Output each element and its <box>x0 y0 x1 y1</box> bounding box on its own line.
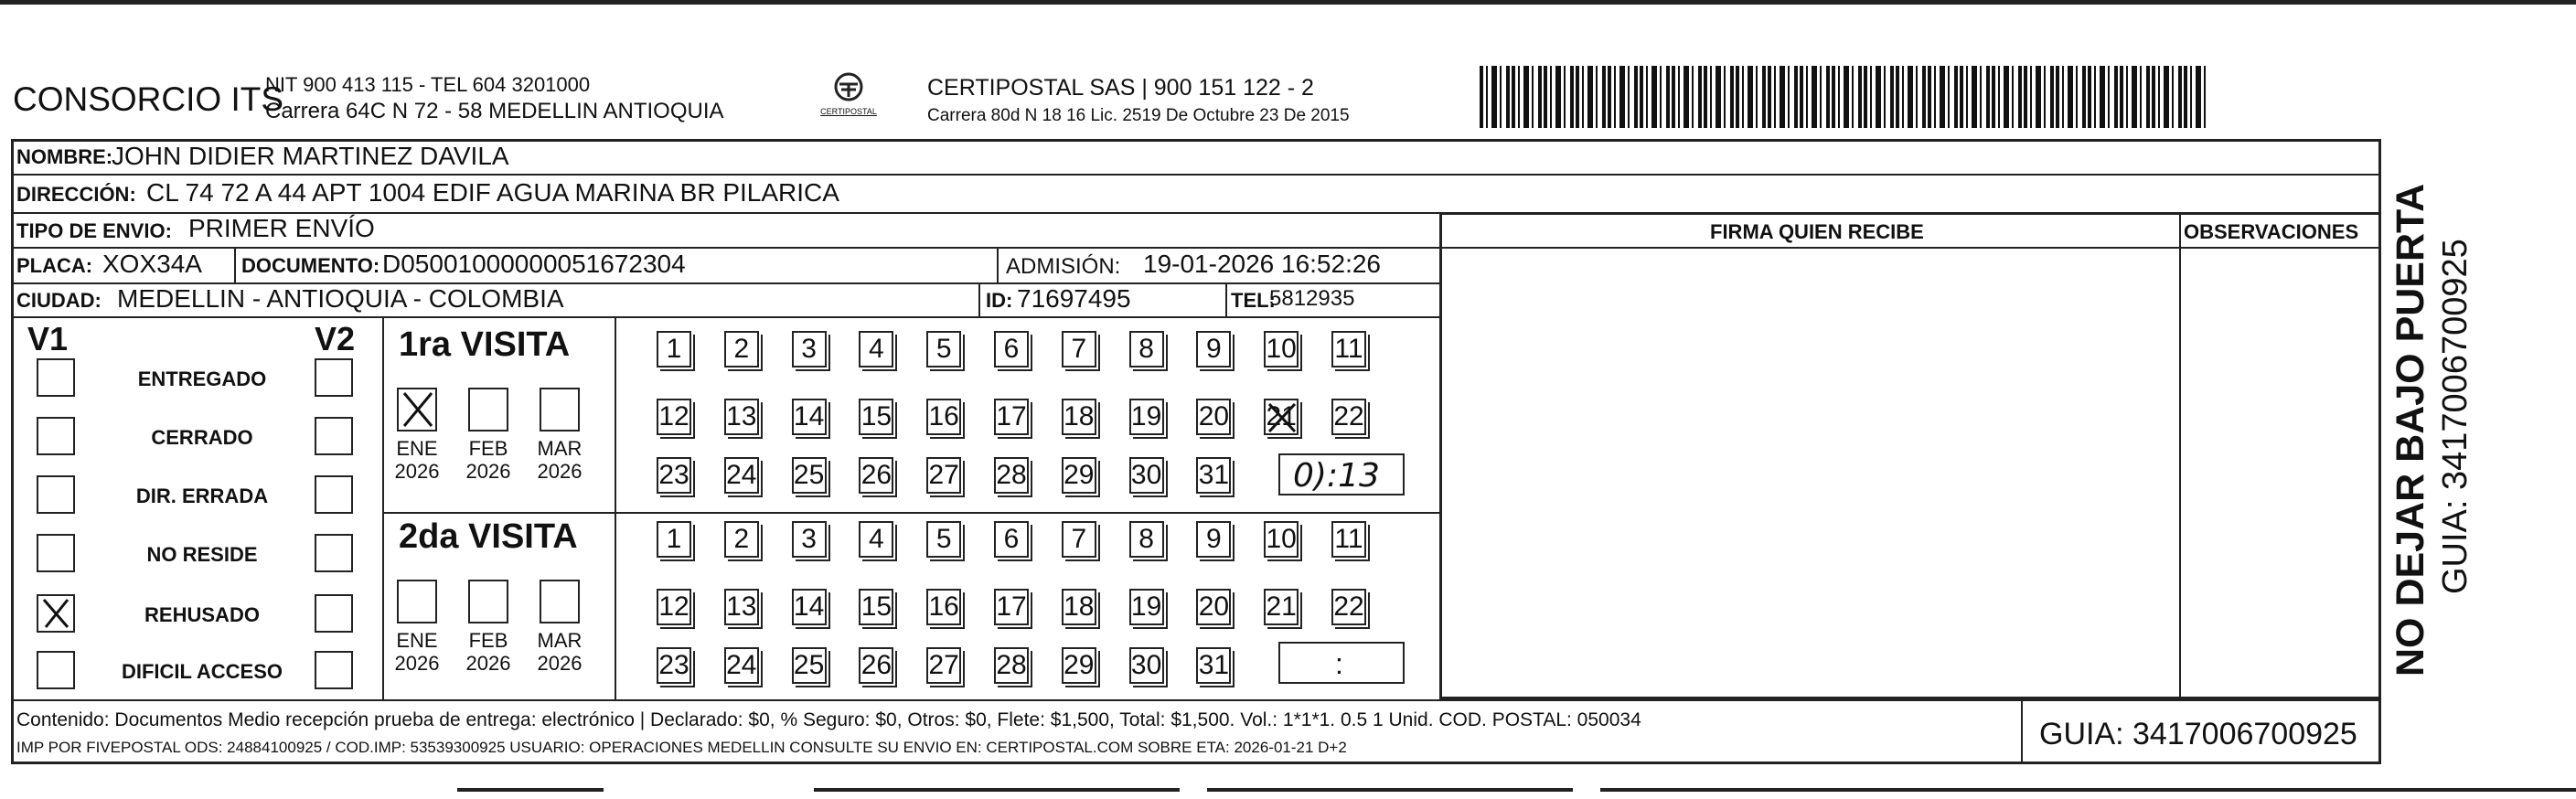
day-box[interactable]: 19 <box>1129 399 1164 435</box>
day-box[interactable]: 12 <box>657 589 691 625</box>
v1-label: V1 <box>27 320 69 357</box>
v2-checkbox[interactable] <box>315 475 353 514</box>
day-box[interactable]: 25 <box>792 457 827 494</box>
v1-checkbox[interactable] <box>37 594 75 633</box>
month-label <box>390 437 444 484</box>
month-checkbox[interactable] <box>397 388 437 431</box>
admision-value: 19-01-2026 16:52:26 <box>1143 250 1381 278</box>
day-box[interactable]: 23 <box>657 457 691 494</box>
day-box[interactable]: 23 <box>657 647 691 684</box>
documento-value: D05001000000051672304 <box>382 250 686 278</box>
day-box[interactable]: 31 <box>1196 647 1231 684</box>
month-name: FEB <box>468 437 508 460</box>
day-box[interactable]: 18 <box>1062 399 1096 435</box>
month-label <box>532 629 587 676</box>
day-box[interactable]: 19 <box>1129 589 1164 625</box>
day-box[interactable]: 2 <box>724 521 759 558</box>
day-box[interactable]: 6 <box>994 521 1029 558</box>
tipo-envio-label: TIPO DE ENVIO: <box>16 219 172 242</box>
v2-checkbox[interactable] <box>315 534 353 572</box>
month-checkbox[interactable] <box>468 580 508 623</box>
company-info-2: Carrera 64C N 72 - 58 MEDELLIN ANTIOQUIA <box>265 99 724 123</box>
month-year: 2026 <box>537 460 583 484</box>
nombre-value: JOHN DIDIER MARTINEZ DAVILA <box>112 142 509 170</box>
day-box[interactable]: 11 <box>1331 331 1366 368</box>
day-box[interactable]: 14 <box>792 589 827 625</box>
day-box[interactable]: 9 <box>1196 521 1231 558</box>
day-box[interactable]: 29 <box>1062 647 1096 684</box>
day-box[interactable]: 11 <box>1331 521 1366 558</box>
observaciones-label: OBSERVACIONES <box>2184 220 2359 243</box>
visit1-time-written: 0):13 <box>1293 457 1380 495</box>
day-box[interactable]: 24 <box>724 457 759 494</box>
month-checkbox[interactable] <box>540 388 580 431</box>
v2-checkbox[interactable] <box>315 594 353 633</box>
ciudad-value: MEDELLIN - ANTIOQUIA - COLOMBIA <box>117 284 564 313</box>
day-box[interactable]: 8 <box>1129 521 1164 558</box>
company-info-1: NIT 900 413 115 - TEL 604 3201000 <box>265 73 591 96</box>
day-box[interactable] <box>1264 399 1299 435</box>
day-box[interactable]: 4 <box>859 521 893 558</box>
day-box[interactable]: 27 <box>926 647 961 684</box>
col-divider <box>2021 699 2023 764</box>
day-box[interactable]: 8 <box>1129 331 1164 368</box>
month-name: ENE <box>396 629 438 652</box>
day-box[interactable]: 16 <box>926 589 961 625</box>
visit2-time-box[interactable] <box>1278 642 1405 684</box>
check-x-icon <box>38 596 73 631</box>
month-label <box>461 629 516 676</box>
footer-line-1: Contenido: Documentos Medio recepción prueba de entrega: electrónico | Declarado: $0, % Seguro: $0, Otros: $0, Flete: $1,500, Total: $1,500. Vol.: 1*1*1. 0.5 1 Unid. COD. POSTAL: 050034 <box>16 709 1641 730</box>
day-box[interactable]: 13 <box>724 399 759 435</box>
month-name: MAR <box>537 629 583 652</box>
placa-label: PLACA: <box>16 254 93 277</box>
day-box[interactable]: 31 <box>1196 457 1231 494</box>
day-box[interactable]: 1 <box>657 521 691 558</box>
day-box[interactable]: 13 <box>724 589 759 625</box>
month-label <box>532 437 587 484</box>
col-divider <box>2179 212 2181 699</box>
barcode <box>1480 66 2207 128</box>
certipostal-logo <box>812 71 885 126</box>
day-box[interactable]: 14 <box>792 399 827 435</box>
day-box[interactable]: 20 <box>1196 399 1231 435</box>
month-year: 2026 <box>537 652 583 676</box>
day-box[interactable]: 26 <box>859 457 893 494</box>
status-label: NO RESIDE <box>146 543 258 566</box>
col-divider <box>1225 282 1227 316</box>
col-divider <box>234 247 236 282</box>
visit1-time-box[interactable] <box>1278 453 1405 495</box>
col-divider <box>382 316 384 699</box>
check-x-icon <box>399 389 435 430</box>
day-box[interactable]: 12 <box>657 399 691 435</box>
col-divider <box>615 316 616 699</box>
company-name: CONSORCIO ITS <box>13 80 284 118</box>
carrier-info-2: Carrera 80d N 18 16 Lic. 2519 De Octubre 23 De 2015 <box>927 106 1350 125</box>
row-divider <box>11 316 1441 318</box>
status-label: REHUSADO <box>144 603 260 626</box>
v1-checkbox[interactable] <box>37 358 75 397</box>
day-box[interactable]: 16 <box>926 399 961 435</box>
day-box[interactable]: 15 <box>859 589 893 625</box>
logo-text: CERTIPOSTAL <box>820 107 877 116</box>
ciudad-label: CIUDAD: <box>16 289 102 312</box>
v2-checkbox[interactable] <box>315 651 353 689</box>
visit2-time-colon: : <box>1335 647 1343 680</box>
day-box[interactable]: 6 <box>994 331 1029 368</box>
visit-divider <box>382 512 1441 514</box>
v1-checkbox[interactable] <box>37 534 75 572</box>
v2-checkbox[interactable] <box>315 417 353 455</box>
month-name: FEB <box>468 629 508 652</box>
direccion-value: CL 74 72 A 44 APT 1004 EDIF AGUA MARINA BR PILARICA <box>146 178 839 207</box>
day-box[interactable]: 3 <box>792 331 827 368</box>
day-box[interactable]: 28 <box>994 647 1029 684</box>
day-box[interactable]: 15 <box>859 399 893 435</box>
tel-value: 5812935 <box>1269 286 1355 311</box>
month-label <box>390 629 444 676</box>
v2-checkbox[interactable] <box>315 358 353 397</box>
day-box[interactable]: 9 <box>1196 331 1231 368</box>
id-value: 71697495 <box>1017 284 1131 313</box>
month-year: 2026 <box>394 652 440 676</box>
day-box[interactable]: 17 <box>994 589 1029 625</box>
firma-label: FIRMA QUIEN RECIBE <box>1710 220 1924 243</box>
v2-label: V2 <box>315 320 356 357</box>
day-box[interactable]: 7 <box>1062 521 1096 558</box>
month-name: MAR <box>537 437 583 460</box>
row-divider <box>11 174 2381 176</box>
firma-frame <box>1439 212 2381 699</box>
day-box[interactable]: 5 <box>926 521 961 558</box>
v1-checkbox[interactable] <box>37 651 75 689</box>
row-divider <box>11 247 2381 249</box>
side-warning: NO DEJAR BAJO PUERTA <box>2389 183 2432 676</box>
documento-label: DOCUMENTO: <box>241 254 380 277</box>
month-year: 2026 <box>465 460 511 484</box>
footer-guia: GUIA: 3417006700925 <box>2039 717 2357 751</box>
v1-checkbox[interactable] <box>37 475 75 514</box>
bottom-rule <box>457 788 604 792</box>
day-box[interactable]: 24 <box>724 647 759 684</box>
top-border <box>0 0 2576 5</box>
month-name: ENE <box>396 437 438 460</box>
day-box[interactable]: 5 <box>926 331 961 368</box>
tel-label: TEL: <box>1231 289 1276 312</box>
day-box[interactable]: 4 <box>859 331 893 368</box>
v1-checkbox[interactable] <box>37 417 75 455</box>
admision-label: ADMISIÓN: <box>1006 254 1121 279</box>
day-box[interactable]: 10 <box>1264 521 1299 558</box>
col-divider <box>997 247 999 282</box>
status-label: ENTREGADO <box>137 368 267 390</box>
visit2-title: 2da VISITA <box>399 517 578 556</box>
direccion-label: DIRECCIÓN: <box>16 183 136 206</box>
check-x-icon <box>1266 400 1299 435</box>
bottom-rule <box>814 788 1180 792</box>
day-box[interactable]: 22 <box>1331 589 1366 625</box>
month-label <box>461 437 516 484</box>
bottom-rule <box>1600 788 2576 792</box>
day-box[interactable]: 10 <box>1264 331 1299 368</box>
side-guia: GUIA: 3417006700925 <box>2436 239 2474 594</box>
day-box[interactable]: 26 <box>859 647 893 684</box>
day-box[interactable]: 27 <box>926 457 961 494</box>
month-checkbox[interactable] <box>540 580 580 623</box>
day-box[interactable]: 30 <box>1129 647 1164 684</box>
tipo-envio-value: PRIMER ENVÍO <box>188 214 375 242</box>
day-box[interactable]: 3 <box>792 521 827 558</box>
day-box[interactable]: 21 <box>1264 589 1299 625</box>
placa-value: XOX34A <box>102 250 202 278</box>
carrier-info-1: CERTIPOSTAL SAS | 900 151 122 - 2 <box>927 75 1314 101</box>
status-label: DIFICIL ACCESO <box>121 660 283 683</box>
footer-divider <box>11 699 2381 701</box>
footer-line-2: IMP POR FIVEPOSTAL ODS: 24884100925 / COD.IMP: 53539300925 USUARIO: OPERACIONES MEDELLIN CONSULTE SU ENVIO EN: CERTIPOSTAL.COM SOBRE ETA: 2026-01-21 D+2 <box>16 739 1347 756</box>
day-box[interactable]: 1 <box>657 331 691 368</box>
day-box[interactable]: 20 <box>1196 589 1231 625</box>
id-label: ID: <box>986 289 1013 312</box>
day-box[interactable]: 28 <box>994 457 1029 494</box>
day-box[interactable]: 29 <box>1062 457 1096 494</box>
day-box[interactable]: 30 <box>1129 457 1164 494</box>
visit1-title: 1ra VISITA <box>399 325 571 364</box>
month-checkbox[interactable] <box>468 388 508 431</box>
nombre-label: NOMBRE: <box>16 145 113 168</box>
status-label: DIR. ERRADA <box>135 485 269 507</box>
day-number: 21 <box>1266 401 1297 431</box>
month-year: 2026 <box>394 460 440 484</box>
bottom-rule <box>1207 788 1573 792</box>
day-box[interactable]: 25 <box>792 647 827 684</box>
status-label: CERRADO <box>151 426 253 449</box>
day-box[interactable]: 7 <box>1062 331 1096 368</box>
day-box[interactable]: 22 <box>1331 399 1366 435</box>
col-divider <box>978 282 980 316</box>
day-box[interactable]: 18 <box>1062 589 1096 625</box>
day-box[interactable]: 2 <box>724 331 759 368</box>
month-year: 2026 <box>465 652 511 676</box>
day-box[interactable]: 17 <box>994 399 1029 435</box>
month-checkbox[interactable] <box>397 580 437 623</box>
logo-icon <box>830 71 867 102</box>
